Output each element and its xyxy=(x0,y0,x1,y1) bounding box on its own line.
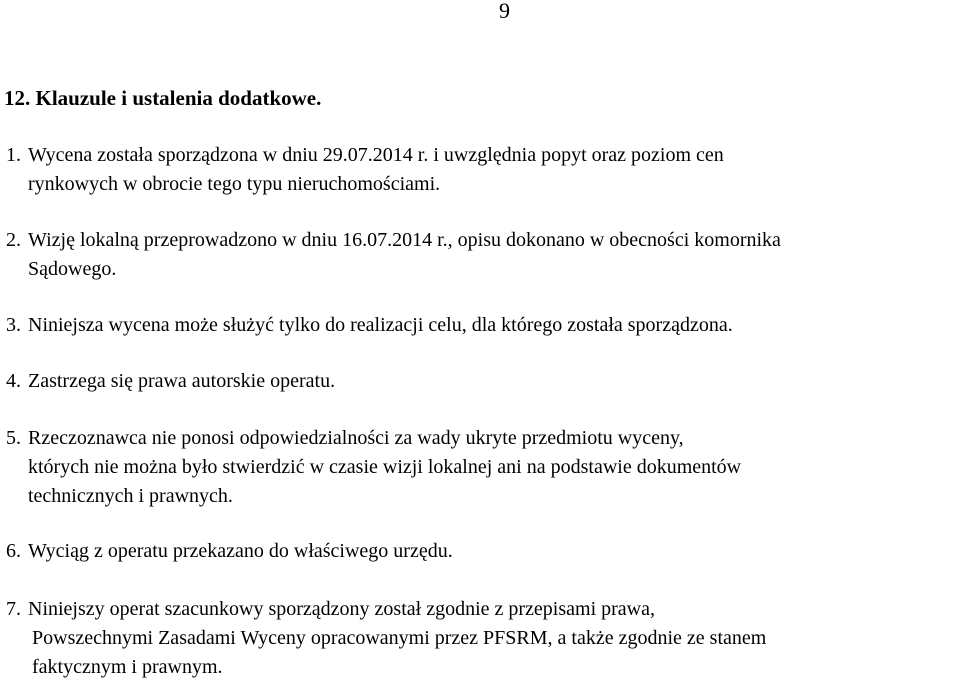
item-text: Zastrzega się prawa autorskie operatu. xyxy=(28,370,336,392)
list-item xyxy=(6,537,453,566)
item-text: Wycena została sporządzona w dniu 29.07.2014 r. i uwzględnia popyt oraz poziom cen xyxy=(28,144,724,166)
item-number: 7. xyxy=(6,598,21,620)
section-title: 12. Klauzule i ustalenia dodatkowe. xyxy=(4,86,322,110)
item-number: 2. xyxy=(6,229,21,251)
list-item xyxy=(6,595,766,682)
item-text: Niniejsza wycena może służyć tylko do realizacji celu, dla którego została sporządzona. xyxy=(28,314,733,336)
item-number: 5. xyxy=(6,427,21,449)
item-number: 1. xyxy=(6,144,21,166)
item-text-continuation: Sądowego. xyxy=(28,258,117,280)
page-number: 9 xyxy=(499,0,510,23)
item-number: 6. xyxy=(6,540,21,562)
list-item xyxy=(6,226,781,284)
item-text-continuation: technicznych i prawnych. xyxy=(28,485,233,507)
list-item xyxy=(6,141,724,199)
item-text: Wizję lokalną przeprowadzono w dniu 16.07.2014 r., opisu dokonano w obecności komornika xyxy=(28,229,781,251)
item-text: Niniejszy operat szacunkowy sporządzony został zgodnie z przepisami prawa, xyxy=(28,598,655,620)
item-text-continuation: faktycznym i prawnym. xyxy=(32,656,223,678)
item-number: 4. xyxy=(6,370,21,392)
item-text: Rzeczoznawca nie ponosi odpowiedzialności za wady ukryte przedmiotu wyceny, xyxy=(28,427,684,449)
list-item xyxy=(6,424,741,511)
item-text-continuation: których nie można było stwierdzić w czasie wizji lokalnej ani na podstawie dokumentów xyxy=(28,456,742,478)
list-item xyxy=(6,367,335,396)
item-number: 3. xyxy=(6,314,21,336)
item-text: Wyciąg z operatu przekazano do właściwego urzędu. xyxy=(28,540,453,562)
list-item xyxy=(6,311,733,340)
item-text-continuation: Powszechnymi Zasadami Wyceny opracowanymi przez PFSRM, a także zgodnie ze stanem xyxy=(32,627,767,649)
item-text-continuation: rynkowych w obrocie tego typu nieruchomościami. xyxy=(28,173,441,195)
